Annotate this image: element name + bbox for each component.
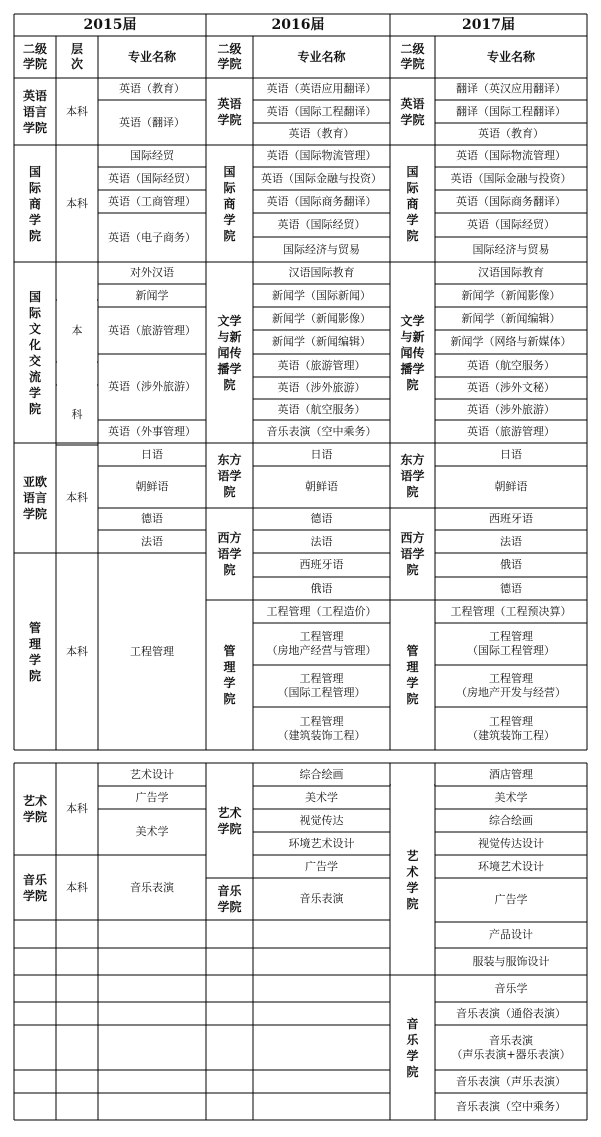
level-cell: 本科 xyxy=(66,802,88,815)
major-cell: 法语 xyxy=(500,534,522,548)
major-column-header: 专业名称 xyxy=(127,49,176,64)
level-cell: 本科 xyxy=(66,104,88,118)
major-cell: 英语（涉外文秘） xyxy=(467,381,555,394)
college-column-header: 二级 学院 xyxy=(22,42,47,71)
major-cell: 英语（国际商务翻译） xyxy=(456,194,566,208)
college-cell: 国 际 商 学 院 xyxy=(223,164,236,243)
major-cell: 产品设计 xyxy=(489,928,533,941)
college-column-header: 二级 学院 xyxy=(400,42,425,71)
major-cell: 工程管理 （国际工程管理） xyxy=(467,630,555,657)
major-cell: 英语（国际经贸） xyxy=(277,218,366,231)
major-cell: 英语（教育） xyxy=(478,127,544,140)
major-cell: 日语 xyxy=(310,447,333,461)
college-cell: 文学 与新 闻传 播学 院 xyxy=(217,313,242,392)
major-cell: 德语 xyxy=(310,512,333,525)
major-cell: 新闻学（新闻影像） xyxy=(461,288,561,302)
level-cell: 本 xyxy=(71,324,83,337)
major-cell: 对外汉语 xyxy=(130,266,174,279)
major-cell: 工程管理 （国际工程管理） xyxy=(277,672,366,699)
major-cell: 音乐表演 xyxy=(130,880,174,894)
major-cell: 工程管理 xyxy=(130,644,174,658)
major-cell: 英语（涉外旅游） xyxy=(277,381,366,394)
college-cell: 亚欧 语言 学院 xyxy=(22,475,47,521)
major-cell: 西班牙语 xyxy=(489,512,533,525)
major-cell: 俄语 xyxy=(500,558,522,571)
college-cell: 音乐 学院 xyxy=(217,884,242,914)
college-cell: 国 际 商 学 院 xyxy=(406,164,419,243)
college-cell: 管 理 学 院 xyxy=(223,644,236,706)
major-cell: 音乐学 xyxy=(494,981,528,995)
college-cell: 音乐 学院 xyxy=(22,872,47,903)
major-cell: 英语（翻译） xyxy=(119,115,185,129)
major-cell: 英语（教育） xyxy=(288,127,355,140)
major-cell: 酒店管理 xyxy=(489,767,533,781)
level-cell: 本科 xyxy=(66,644,88,658)
college-column-header: 二级 学院 xyxy=(217,42,242,71)
college-cell: 艺术 学院 xyxy=(217,805,242,836)
year-2017-header: 2017届 xyxy=(462,17,515,33)
college-cell: 英语 学院 xyxy=(400,96,425,127)
major-cell: 朝鲜语 xyxy=(494,480,528,493)
major-cell: 广告学 xyxy=(494,893,528,906)
college-cell: 管 理 学 院 xyxy=(406,644,419,706)
major-cell: 英语（电子商务） xyxy=(108,230,196,244)
college-cell: 文学 与新 闻传 播学 院 xyxy=(400,313,425,392)
major-cell: 音乐表演 xyxy=(299,892,344,905)
year-2015-header: 2015届 xyxy=(83,17,137,33)
major-cell: 美术学 xyxy=(305,790,338,804)
major-cell: 工程管理 （房地产经营与管理） xyxy=(266,630,377,657)
major-cell: 国际经济与贸易 xyxy=(472,242,550,256)
major-cell: 工程管理（工程预决算） xyxy=(450,604,572,618)
major-cell: 英语（国际物流管理） xyxy=(266,149,377,162)
major-cell: 德语 xyxy=(141,512,163,525)
major-cell: 英语（航空服务） xyxy=(467,358,555,372)
major-cell: 英语（工商管理） xyxy=(108,194,196,208)
major-cell: 朝鲜语 xyxy=(135,480,169,493)
major-cell: 工程管理 （建筑装饰工程） xyxy=(467,714,555,742)
major-cell: 广告学 xyxy=(305,859,338,873)
major-cell: 英语（国际经贸） xyxy=(108,171,196,185)
major-cell: 英语（国际工程翻译） xyxy=(266,104,377,118)
major-cell: 英语（国际经贸） xyxy=(467,218,555,231)
major-cell: 广告学 xyxy=(135,790,169,804)
major-cell: 英语（涉外旅游） xyxy=(467,402,555,416)
major-cell: 综合绘画 xyxy=(299,767,344,781)
level-cell: 本科 xyxy=(66,880,88,894)
major-cell: 国际经贸 xyxy=(130,149,174,162)
college-cell: 西方 语学 院 xyxy=(217,531,242,577)
major-cell: 音乐表演（通俗表演） xyxy=(456,1006,566,1020)
major-cell: 翻译（国际工程翻译） xyxy=(456,104,566,118)
major-cell: 音乐表演（空中乘务） xyxy=(266,424,377,438)
major-cell: 英语（国际金融与投资） xyxy=(450,171,572,185)
major-cell: 德语 xyxy=(500,581,522,595)
major-cell: 英语（国际物流管理） xyxy=(456,149,566,162)
major-cell: 法语 xyxy=(310,534,333,548)
major-cell: 美术学 xyxy=(494,790,528,804)
major-cell: 艺术设计 xyxy=(130,767,174,781)
major-cell: 翻译（英汉应用翻译） xyxy=(456,82,566,95)
college-cell: 英语 学院 xyxy=(217,96,242,127)
major-cell: 环境艺术设计 xyxy=(478,859,544,873)
college-cell: 音 乐 学 院 xyxy=(406,1016,419,1079)
college-cell: 西方 语学 院 xyxy=(400,531,425,577)
college-cell: 艺 术 学 院 xyxy=(406,849,419,911)
level-cell: 本科 xyxy=(66,491,88,504)
major-cell: 英语（涉外旅游） xyxy=(108,380,196,393)
major-cell: 朝鲜语 xyxy=(305,480,338,493)
major-cell: 工程管理（工程造价） xyxy=(266,604,377,618)
major-cell: 新闻学（网络与新媒体） xyxy=(450,335,572,348)
major-cell: 国际经济与贸易 xyxy=(283,242,360,256)
major-cell: 新闻学（新闻编辑） xyxy=(461,311,561,325)
major-cell: 日语 xyxy=(500,447,522,461)
major-cell: 服装与服饰设计 xyxy=(472,954,550,968)
major-cell: 新闻学（新闻影像） xyxy=(272,311,371,325)
major-cell: 音乐表演 （声乐表演+器乐表演） xyxy=(451,1033,571,1061)
major-cell: 视觉传达设计 xyxy=(478,836,544,850)
major-cell: 英语（国际商务翻译） xyxy=(266,194,377,208)
major-cell: 法语 xyxy=(141,534,163,548)
major-cell: 工程管理 （建筑装饰工程） xyxy=(277,714,366,742)
major-cell: 英语（旅游管理） xyxy=(108,323,196,337)
major-column-header: 专业名称 xyxy=(297,49,346,64)
major-cell: 新闻学（新闻编辑） xyxy=(272,335,371,348)
major-cell: 俄语 xyxy=(310,581,333,595)
major-cell: 音乐表演（声乐表演） xyxy=(456,1074,566,1088)
major-cell: 工程管理 （房地产开发与经营） xyxy=(456,672,566,699)
college-cell: 国 际 商 学 院 xyxy=(28,164,41,243)
college-cell: 艺术 学院 xyxy=(22,794,47,824)
major-cell: 视觉传达 xyxy=(299,813,344,827)
level-column-header: 层 次 xyxy=(70,42,83,71)
college-cell: 东方 语学 院 xyxy=(217,452,242,499)
major-cell: 英语（旅游管理） xyxy=(467,424,555,438)
level-cell: 本科 xyxy=(66,196,88,210)
major-cell: 英语（英语应用翻译） xyxy=(266,82,377,95)
major-cell: 新闻学 xyxy=(135,288,169,302)
major-cell: 英语（国际金融与投资） xyxy=(261,171,382,185)
major-cell: 西班牙语 xyxy=(299,558,344,571)
college-cell: 东方 语学 院 xyxy=(400,452,425,499)
year-2016-header: 2016届 xyxy=(271,17,325,33)
college-cell: 国 际 文 化 交 流 学 院 xyxy=(28,289,41,416)
major-cell: 英语（教育） xyxy=(119,82,185,95)
major-cell: 英语（航空服务） xyxy=(277,402,366,416)
major-cell: 英语（外事管理） xyxy=(108,424,196,438)
college-cell: 管 理 学 院 xyxy=(28,620,41,683)
major-cell: 日语 xyxy=(141,447,163,461)
major-cell: 英语（旅游管理） xyxy=(277,358,366,372)
college-cell: 英语 语言 学院 xyxy=(22,88,47,135)
major-cell: 汉语国际教育 xyxy=(478,266,544,279)
level-cell: 科 xyxy=(71,408,83,421)
major-cell: 美术学 xyxy=(135,825,169,838)
major-cell: 音乐表演（空中乘务） xyxy=(456,1099,566,1113)
major-cell: 环境艺术设计 xyxy=(288,836,355,850)
major-cell: 综合绘画 xyxy=(489,813,533,827)
major-cell: 汉语国际教育 xyxy=(288,266,355,279)
major-cell: 新闻学（国际新闻） xyxy=(272,288,371,302)
major-column-header: 专业名称 xyxy=(486,49,535,64)
